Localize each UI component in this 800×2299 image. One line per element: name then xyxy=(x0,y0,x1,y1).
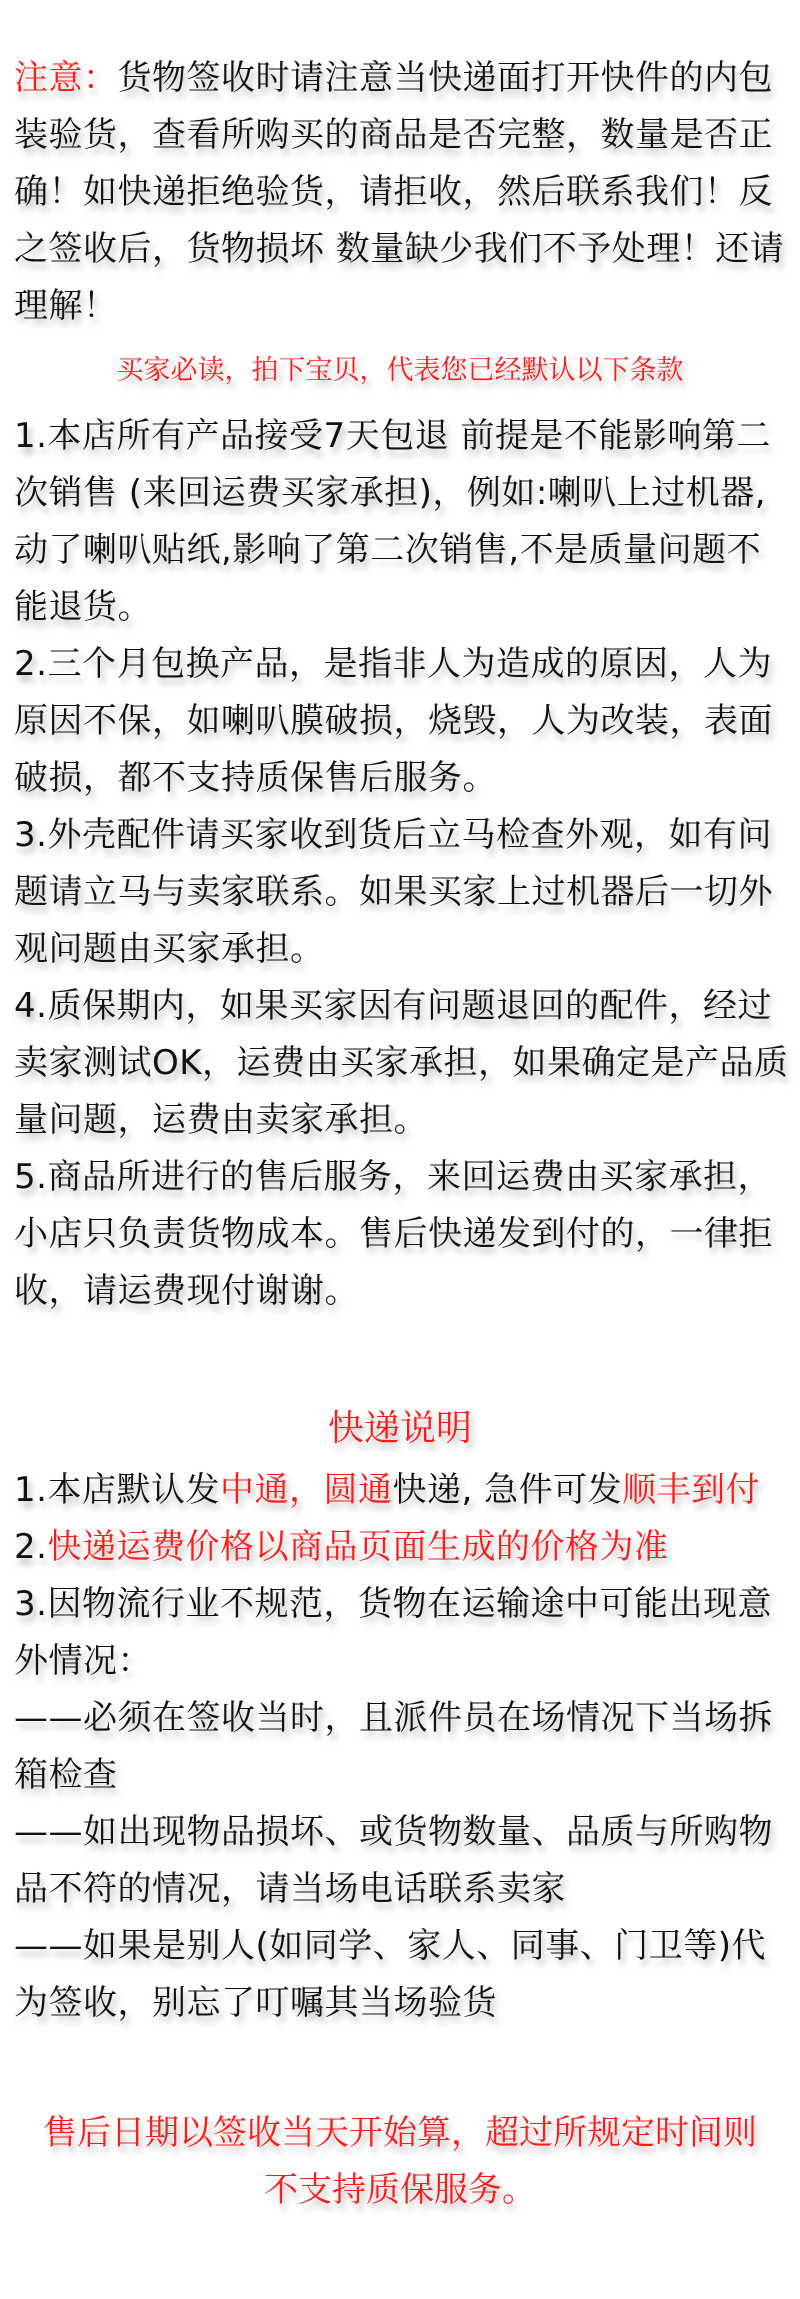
term-5: 5.商品所进行的售后服务，来回运费由买家承担，小店只负责货物成本。售后快递发到付的，一律拒收，请运费现付谢谢。 xyxy=(14,1157,773,1311)
shipping-point-3: ——如果是别人(如同学、家人、同事、门卫等)代为签收，别忘了叮嘱其当场验货 xyxy=(14,1926,767,2023)
shipping-express: 顺丰到付 xyxy=(622,1470,761,1510)
shipping-item-2 xyxy=(14,1519,794,1576)
shipping-item-2-text: 快递运费价格以商品页面生成的价格为准 xyxy=(47,1527,669,1567)
term-2: 2.三个月包换产品，是指非人为造成的原因，人为原因不保，如喇叭膜破损，烧毁，人为改装，表面破损，都不支持质保售后服务。 xyxy=(14,644,773,798)
notice-label: 注意： xyxy=(14,58,118,98)
shipping-title: 快递说明 xyxy=(327,1408,472,1449)
shipping-carriers: 中通，圆通 xyxy=(219,1470,393,1510)
shipping-item-1-middle: 快递, 急件可发 xyxy=(392,1470,623,1510)
shipping-item-1-prefix: 1.本店默认发 xyxy=(14,1470,220,1510)
term-1: 1.本店所有产品接受7天包退 前提是不能影响第二次销售 (来回运费买家承担)，例如:喇叭上过机器,动了喇叭贴纸,影响了第二次销售,不是质量问题不能退货。 xyxy=(14,416,771,627)
shipping-item-2-prefix: 2. xyxy=(14,1527,48,1567)
shipping-item-1 xyxy=(14,1462,794,1519)
shipping-point-2: ——如出现物品损坏、或货物数量、品质与所购物品不符的情况，请当场电话联系卖家 xyxy=(14,1812,773,1909)
buyer-notice: 买家必读，拍下宝贝，代表您已经默认以下条款 xyxy=(116,355,684,386)
term-4: 4.质保期内，如果买家因有问题退回的配件，经过卖家测试OK，运费由买家承担，如果确定是产品质量问题，运费由卖家承担。 xyxy=(14,986,789,1140)
shipping-item-3: 3.因物流行业不规范，货物在运输途中可能出现意外情况： xyxy=(14,1584,772,1681)
notice-paragraph xyxy=(14,50,789,335)
notice-text: 货物签收时请注意当快递面打开快件的内包装验货，查看所购买的商品是否完整，数量是否正确！如快递拒绝验货，请拒收，然后联系我们！反之签收后，货物损坏 数量缺少我们不予处理！还请理解！ xyxy=(14,58,785,326)
footer-line-2: 不支持质保服务。 xyxy=(264,2170,536,2210)
shipping-point-1: ——必须在签收当时，且派件员在场情况下当场拆箱检查 xyxy=(14,1698,773,1795)
term-3: 3.外壳配件请买家收到货后立马检查外观，如有问题请立马与卖家联系。如果买家上过机器后一切外观问题由买家承担。 xyxy=(14,815,773,969)
footer-line-1: 售后日期以签收当天开始算，超过所规定时间则 xyxy=(43,2113,757,2153)
